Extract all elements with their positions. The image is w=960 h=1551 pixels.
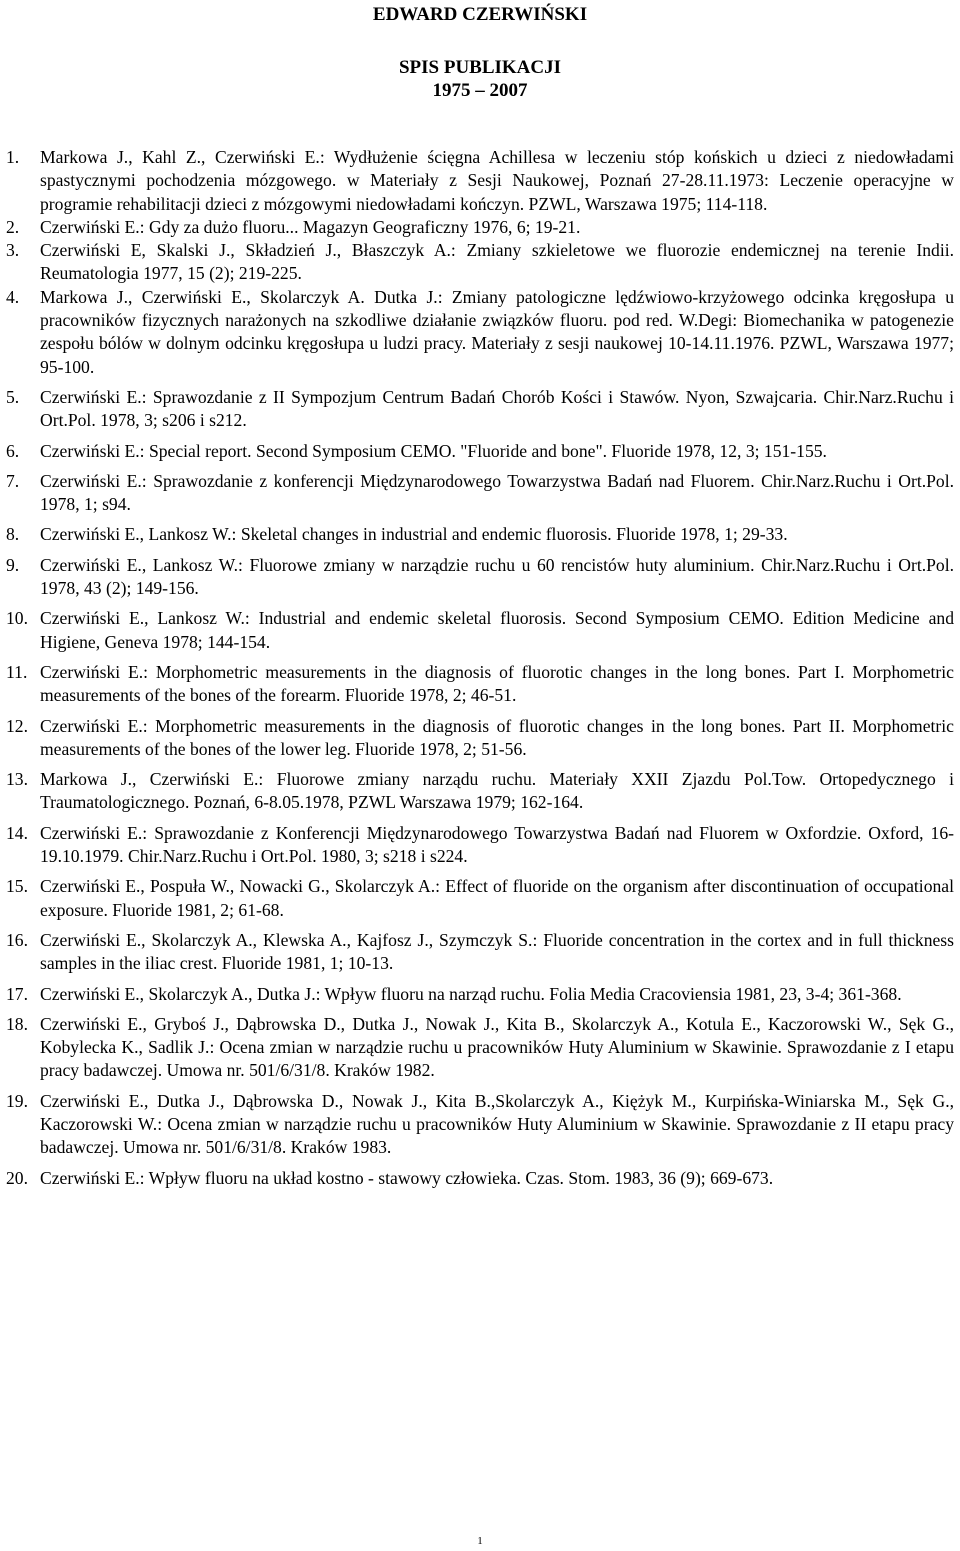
publication-number: 16. bbox=[6, 929, 28, 950]
publication-text: Czerwiński E.: Sprawozdanie z II Sympozjum Centrum Badań Chorób Kości i Stawów. Nyon, Szwajcaria. Chir.Narz.Ruchu i Ort.Pol. 1978, 3; s206 i s212. bbox=[40, 386, 954, 431]
publication-text: Czerwiński E., Gryboś J., Dąbrowska D., Dutka J., Nowak J., Kita B., Skolarczyk A., Kotula E., Kaczorowski W., Sęk G., Kobylecka K., Sadlik J.: Ocena zmian w narządzie ruchu u pracowników Huty Aluminium w Skawinie. Sprawozdanie z I etapu pracy badawczej. Umowa nr. 501/6/31/8. Kraków 1982. bbox=[40, 1013, 954, 1081]
year-range: 1975 – 2007 bbox=[432, 80, 528, 101]
publication-number: 1. bbox=[6, 147, 20, 167]
publication-item bbox=[0, 661, 960, 708]
publication-text: Czerwiński E.: Morphometric measurements in the diagnosis of fluorotic changes in the long bones. Part II. Morphometric measurements of the bones of the lower leg. Fluoride 1978, 2; 51-56. bbox=[40, 715, 954, 759]
publication-number: 11. bbox=[6, 661, 28, 682]
publication-text: Markowa J., Kahl Z., Czerwiński E.: Wydłużenie ścięgna Achillesa w leczeniu stóp końskich u dzieci z niedowładami spastycznymi pochodzenia mózgowego. w Materiały z Sesji Naukowej, Poznań 27-28.11.1973: Leczenie operacyjne w programie rehabilitacji dzieci z mózgowymi niedowładami kończyn. PZWL, Warszawa 1975; 114-118. bbox=[40, 147, 954, 214]
publication-number: 12. bbox=[6, 715, 28, 736]
publication-item bbox=[0, 929, 960, 976]
publication-item bbox=[0, 983, 960, 1006]
publication-number: 14. bbox=[6, 822, 28, 843]
publication-item bbox=[0, 822, 960, 869]
publication-number: 20. bbox=[6, 1167, 28, 1188]
publication-item bbox=[0, 607, 960, 654]
publication-number: 17. bbox=[6, 983, 28, 1004]
publication-text: Czerwiński E.: Wpływ fluoru na układ kostno - stawowy człowieka. Czas. Stom. 1983, 36 (9); 669-673. bbox=[40, 1167, 774, 1188]
publication-text: Czerwiński E., Pospuła W., Nowacki G., Skolarczyk A.: Effect of fluoride on the organism after discontinuation of occupational exposure. Fluoride 1981, 2; 61-68. bbox=[40, 876, 954, 920]
publication-text: Czerwiński E.: Sprawozdanie z Konferencji Międzynarodowego Towarzystwa Badań nad Fluorem w Oxfordzie. Oxford, 16-19.10.1979. Chir.Narz.Ruchu i Ort.Pol. 1980, 3; s218 i s224. bbox=[40, 822, 954, 867]
publication-item bbox=[0, 554, 960, 601]
publication-item bbox=[0, 1167, 960, 1190]
publication-text: Markowa J., Czerwiński E.: Fluorowe zmiany narządu ruchu. Materiały XXII Zjazdu Pol.Tow. Ortopedycznego i Traumatologicznego. Poznań, 6-8.05.1978, PZWL Warszawa 1979; 162-164. bbox=[40, 769, 954, 813]
publication-text: Czerwiński E.: Morphometric measurements in the diagnosis of fluorotic changes in the long bones. Part I. Morphometric measurements of the bones of the forearm. Fluoride 1978, 2; 46-51. bbox=[40, 661, 954, 706]
publication-number: 8. bbox=[6, 524, 20, 545]
publication-number: 4. bbox=[6, 286, 20, 307]
publication-number: 15. bbox=[6, 876, 28, 897]
publication-text: Czerwiński E.: Special report. Second Symposium CEMO. "Fluoride and bone". Fluoride 1978, 12, 3; 151-155. bbox=[40, 440, 827, 461]
publication-number: 10. bbox=[6, 608, 28, 629]
publication-item bbox=[0, 1013, 960, 1083]
publication-number: 13. bbox=[6, 769, 28, 790]
publication-number: 9. bbox=[6, 554, 20, 575]
publication-item bbox=[0, 875, 960, 922]
publication-item bbox=[0, 470, 960, 517]
publication-text: Czerwiński E., Skolarczyk A., Dutka J.: Wpływ fluoru na narząd ruchu. Folia Media Cracoviensia 1981, 23, 3-4; 361-368. bbox=[40, 983, 902, 1004]
publication-number: 3. bbox=[6, 240, 20, 261]
publication-text: Czerwiński E.: Sprawozdanie z konferencji Międzynarodowego Towarzystwa Badań nad Fluorem. Chir.Narz.Ruchu i Ort.Pol. 1978, 1; s94. bbox=[40, 470, 954, 515]
publication-item bbox=[0, 715, 960, 762]
publication-list bbox=[0, 146, 960, 1190]
publication-text: Markowa J., Czerwiński E., Skolarczyk A. Dutka J.: Zmiany patologiczne lędźwiowo-krzyżowego odcinka kręgosłupa u pracowników fizycznych narażonych na szkodliwe działanie związków fluoru. pod red. W.Degi: Biomechanika w patogenezie zespołu bólów w dolnym odcinku kręgosłupa u ludzi pracy. Materiały z sesji naukowej 10-14.11.1976. PZWL, Warszawa 1977; 95-100. bbox=[40, 286, 954, 377]
document-title: SPIS PUBLIKACJI bbox=[398, 57, 562, 78]
publication-item bbox=[0, 1090, 960, 1160]
publication-item bbox=[0, 523, 960, 546]
publication-text: Czerwiński E., Lankosz W.: Industrial and endemic skeletal fluorosis. Second Symposium CEMO. Edition Medicine and Higiene, Geneva 1978; 144-154. bbox=[40, 608, 954, 652]
publication-number: 7. bbox=[6, 470, 20, 491]
publication-text: Czerwiński E, Skalski J., Składzień J., Błaszczyk A.: Zmiany szkieletowe we fluorozie endemicznej na terenie Indii. Reumatologia 1977, 15 (2); 219-225. bbox=[40, 240, 954, 284]
publication-number: 6. bbox=[6, 440, 20, 461]
publication-number: 5. bbox=[6, 386, 20, 407]
publication-text: Czerwiński E., Skolarczyk A., Klewska A., Kajfosz J., Szymczyk S.: Fluoride concentration in the cortex and in full thickness samples in the iliac crest. Fluoride 1981, 1; 10-13. bbox=[40, 929, 954, 974]
publication-item bbox=[0, 216, 960, 239]
publication-item bbox=[0, 440, 960, 463]
publication-item bbox=[0, 286, 960, 379]
publication-text: Czerwiński E., Lankosz W.: Skeletal changes in industrial and endemic fluorosis. Fluoride 1978, 1; 29-33. bbox=[40, 524, 788, 545]
publication-number: 18. bbox=[6, 1013, 28, 1034]
publication-text: Czerwiński E., Dutka J., Dąbrowska D., Nowak J., Kita B.,Skolarczyk A., Kiężyk M., Kurpińska-Winiarska M., Sęk G., Kaczorowski W.: Ocena zmian w narządzie ruchu u pracowników Huty Aluminium w Skawinie. Sprawozdanie z II etapu pracy badawczej. Umowa nr. 501/6/31/8. Kraków 1983. bbox=[40, 1090, 954, 1158]
publication-text: Czerwiński E., Lankosz W.: Fluorowe zmiany w narządzie ruchu u 60 rencistów huty aluminium. Chir.Narz.Ruchu i Ort.Pol. 1978, 43 (2); 149-156. bbox=[40, 554, 954, 599]
publication-item bbox=[0, 768, 960, 815]
publication-number: 19. bbox=[6, 1090, 28, 1111]
publication-number: 2. bbox=[6, 216, 20, 237]
author-heading: EDWARD CZERWIŃSKI bbox=[372, 4, 588, 25]
publication-text: Czerwiński E.: Gdy za dużo fluoru... Magazyn Geograficzny 1976, 6; 19-21. bbox=[40, 216, 581, 237]
publication-item bbox=[0, 146, 960, 216]
page-number: 1 bbox=[477, 1535, 483, 1547]
publication-item bbox=[0, 386, 960, 433]
publication-item bbox=[0, 239, 960, 286]
